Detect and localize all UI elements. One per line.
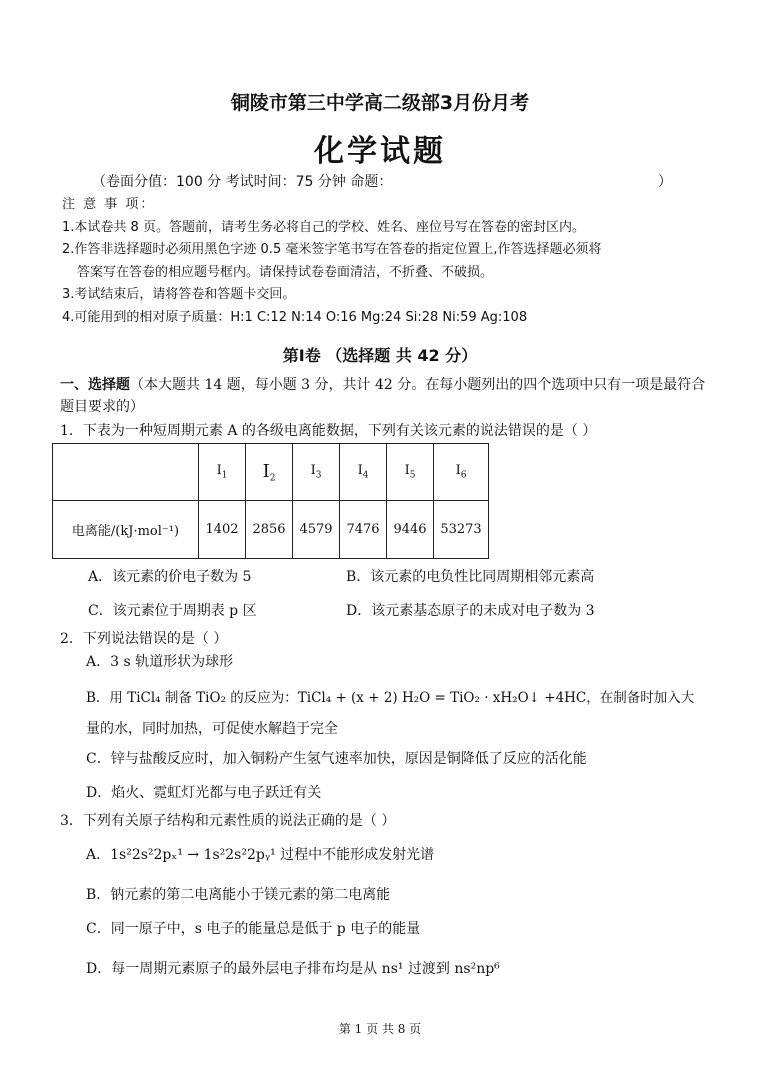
- q3-option-b: B．钠元素的第二电离能小于镁元素的第二电离能: [86, 887, 391, 903]
- q1-option-c: C．该元素位于周期表 p 区: [88, 603, 257, 619]
- notes-block: [62, 194, 712, 329]
- exam-meta: [92, 171, 672, 191]
- note-item: 3.考试结束后，请将答卷和答题卡交回。: [62, 287, 296, 302]
- table-row-label: 电离能/(kJ·mol⁻¹): [53, 501, 199, 559]
- meta-close: ）: [658, 174, 672, 190]
- q2-option-b: B．用 TiCl₄ 制备 TiO₂ 的反应为：TiCl₄ + (x + 2) H₂O = TiO₂ · xH₂O↓ +4HC，在制备时加入大: [86, 690, 695, 706]
- table-cell: 4579: [293, 501, 340, 559]
- table-header-cell: $I_4$: [340, 444, 387, 501]
- table-header-cell: [53, 444, 199, 501]
- table-header-cell: $I_3$: [293, 444, 340, 501]
- table-cell: 9446: [387, 501, 434, 559]
- q3-option-c: C．同一原子中，s 电子的能量总是低于 p 电子的能量: [86, 921, 421, 937]
- notes-heading: 注 意 事 项：: [62, 197, 156, 212]
- q2-stem: 2．下列说法错误的是（ ）: [60, 631, 228, 647]
- q1-stem: 1．下表为一种短周期元素 A 的各级电离能数据，下列有关该元素的说法错误的是（ ）: [60, 423, 597, 439]
- note-item: 答案写在答卷的相应题号框内。请保持试卷卷面清洁，不折叠、不破损。: [77, 264, 494, 280]
- note-item: 1.本试卷共 8 页。答题前，请考生务必将自己的学校、姓名、座位号写在答卷的密封区内。: [62, 219, 585, 235]
- q2-option-b-continued: 量的水，同时加热，可促使水解趋于完全: [86, 721, 338, 737]
- table-cell: 7476: [340, 501, 387, 559]
- section-instruction: [60, 374, 710, 418]
- instruction-label: 一、选择题: [60, 377, 130, 393]
- q2-option-d: D．焰火、霓虹灯光都与电子跃迁有关: [86, 785, 322, 801]
- table-header-cell: $I_6$: [434, 444, 489, 501]
- note-item: 4.可能用到的相对原子质量：H:1 C:12 N:14 O:16 Mg:24 Si:28 Ni:59 Ag:108: [62, 309, 528, 325]
- instruction-text: （本大题共 14 题，每小题 3 分，共计 42 分。在每小题列出的四个选项中只有一项是最符合题目要求的）: [60, 377, 706, 415]
- q3-option-d: D．每一周期元素原子的最外层电子排布均是从 ns¹ 过渡到 ns²np⁶: [86, 961, 500, 977]
- q3-stem: 3．下列有关原子结构和元素性质的说法正确的是（ ）: [60, 813, 396, 829]
- table-cell: 2856: [246, 501, 293, 559]
- exam-title: 铜陵市第三中学高二级部3月份月考: [230, 92, 530, 114]
- table-header-cell: $I_5$: [387, 444, 434, 501]
- subject-title: 化学试题: [314, 134, 446, 169]
- meta-text: （卷面分值：100 分 考试时间：75 分钟 命题：: [92, 174, 393, 190]
- table-cell: 1402: [199, 501, 246, 559]
- table-header-cell: $I_2$: [246, 444, 293, 501]
- ionization-energy-table: [52, 443, 489, 559]
- q2-option-a: A．3 s 轨道形状为球形: [86, 654, 234, 670]
- table-header-cell: $I_1$: [199, 444, 246, 501]
- q2-option-c: C．锌与盐酸反应时，加入铜粉产生氢气速率加快，原因是铜降低了反应的活化能: [86, 751, 587, 767]
- q1-option-a: A．该元素的价电子数为 5: [88, 569, 252, 585]
- table-cell: 53273: [434, 501, 489, 559]
- note-item: 2.作答非选择题时必须用黑色字迹 0.5 毫米签字笔书写在答卷的指定位置上,作答选择题必须将: [62, 242, 602, 257]
- q1-option-b: B．该元素的电负性比同周期相邻元素高: [346, 569, 595, 585]
- page-footer: 第 1 页 共 8 页: [338, 1022, 422, 1036]
- q1-option-d: D．该元素基态原子的未成对电子数为 3: [346, 603, 595, 619]
- section-title: 第Ⅰ卷 （选择题 共 42 分）: [282, 346, 478, 365]
- q3-option-a: A．1s²2s²2pₓ¹ → 1s²2s²2pᵧ¹ 过程中不能形成发射光谱: [86, 847, 435, 863]
